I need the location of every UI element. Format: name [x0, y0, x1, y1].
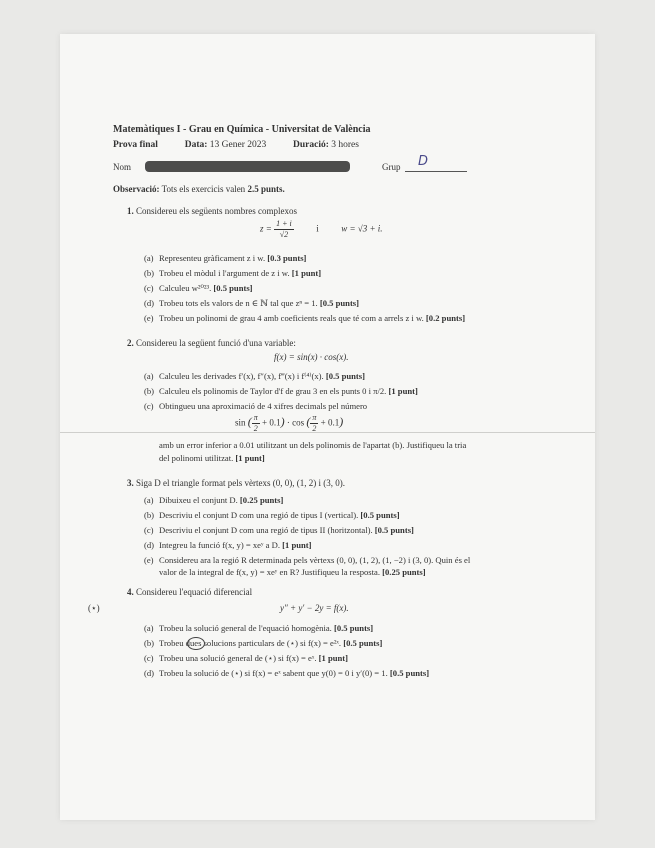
- q2-number: 2.: [127, 338, 134, 348]
- q1-item-b: (b) Trobeu el mòdul i l'argument de z i w. [1 punt]: [144, 268, 322, 278]
- q4-star-label: (⋆): [88, 603, 100, 613]
- q1-equation: [260, 219, 383, 240]
- q4-item-d: (d) Trobeu la solució de (⋆) si f(x) = eˣ sabent que y(0) = 0 i y′(0) = 1. [0.5 punts]: [144, 668, 430, 678]
- date-label: Data:: [184, 140, 208, 150]
- q1-item-c: (c) Calculeu w²⁰²³. [0.5 punts]: [144, 283, 253, 293]
- group-value: D: [418, 154, 429, 169]
- q1-number: 1.: [127, 206, 134, 216]
- w-eq: w = √3 + i.: [341, 223, 383, 234]
- z-fraction: [274, 219, 294, 240]
- q4-item-c: (c) Trobeu una solució general de (⋆) si f(x) = eˣ. [1 punt]: [144, 653, 349, 663]
- q2-continuation-2: del polinomi utilitzat. [1 punt]: [159, 453, 265, 463]
- z-numerator: 1 + i: [276, 219, 292, 228]
- q2-intro: Considereu la següent funció d'una variable:: [136, 338, 296, 348]
- q4-number: 4.: [127, 587, 134, 597]
- observation: [113, 184, 285, 195]
- group-label: Grup: [382, 162, 401, 172]
- q1-intro: Considereu els següents nombres complexos: [136, 206, 297, 216]
- q1-item-a: (a) Representeu gràficament z i w. [0.3 punts]: [144, 253, 307, 263]
- exam-type: Prova final: [113, 140, 158, 150]
- q2-item-a: (a) Calculeu les derivades f′(x), f″(x), f‴(x) i f⁽⁴⁾(x). [0.5 punts]: [144, 371, 366, 381]
- duration-value: 3 hores: [331, 140, 359, 150]
- observation-label: Observació:: [113, 184, 160, 194]
- duration-label: Duració:: [293, 140, 329, 150]
- q3-item-a: (a) Dibuixeu el conjunt D. [0.25 punts]: [144, 495, 284, 505]
- q3-number: 3.: [127, 478, 134, 488]
- redacted-name: [145, 161, 350, 172]
- exam-meta: [113, 140, 359, 152]
- q2-header: [127, 338, 296, 349]
- q3-item-d: (d) Integreu la funció f(x, y) = xeʸ a D. [1 punt]: [144, 540, 312, 550]
- q2-approx-expression: sin ( $\frac{\pi}{2}$ + 0.1) · cos ( $\frac{\pi}{2}$ + 0.1): [235, 413, 344, 433]
- z-eq: z =: [260, 223, 272, 234]
- q2-item-c: (c) Obtingueu una aproximació de 4 xifres decimals pel número: [144, 401, 368, 411]
- q1-item-d: (d) Trobeu tots els valors de n ∈ ℕ tal que zⁿ = 1. [0.5 punts]: [144, 298, 360, 308]
- q4-intro: Considereu l'equació diferencial: [136, 587, 253, 597]
- q3-item-c: (c) Descriviu el conjunt D com una regió de tipus II (horitzontal). [0.5 punts]: [144, 525, 414, 535]
- q1-header: [127, 206, 297, 217]
- q2-item-b: (b) Calculeu els polinomis de Taylor d'f de grau 3 en els punts 0 i π/2. [1 punt]: [144, 386, 418, 396]
- handwritten-circle-mark: [187, 637, 205, 650]
- q3-continuation: valor de la integral de f(x, y) = xeʸ en R? Justifiqueu la resposta. [0.25 punts]: [159, 567, 426, 577]
- q3-header: [127, 478, 345, 489]
- and-word: i: [316, 223, 319, 234]
- q2-function: f(x) = sin(x) · cos(x).: [274, 352, 349, 362]
- q4-header: [127, 587, 252, 598]
- name-label: Nom: [113, 162, 131, 172]
- q4-item-a: (a) Trobeu la solució general de l'equació homogènia. [0.5 punts]: [144, 623, 374, 633]
- exam-page: [60, 34, 595, 820]
- q3-intro: Siga D el triangle format pels vèrtexs (0, 0), (1, 2) i (3, 0).: [136, 478, 345, 488]
- z-denominator: √2: [279, 230, 289, 239]
- date-value: 13 Gener 2023: [209, 140, 267, 150]
- observation-text: Tots els exercicis valen: [161, 184, 246, 194]
- observation-points: 2.5 punts.: [247, 184, 285, 194]
- q1-item-e: (e) Trobeu un polinomi de grau 4 amb coeficients reals que té com a arrels z i w. [0.2 punts]: [144, 313, 466, 323]
- exam-title: Matemàtiques I - Grau en Química - Universitat de València: [113, 124, 371, 135]
- exam-content: [60, 34, 595, 820]
- group-line: [405, 171, 467, 172]
- q2-continuation-1: amb un error inferior a 0.01 utilitzant un dels polinomis de l'apartat (b). Justifiqueu la tria: [159, 440, 467, 450]
- q3-item-e: (e) Considereu ara la regió R determinada pels vèrtexs (0, 0), (1, 2), (1, −2) i (3, 0). Quin és el: [144, 555, 471, 565]
- q3-item-b: (b) Descriviu el conjunt D com una regió de tipus I (vertical). [0.5 punts]: [144, 510, 400, 520]
- q4-equation: y″ + y′ − 2y = f(x).: [280, 603, 349, 613]
- q4-item-b: (b) Trobeu dues solucions particulars de (⋆) si f(x) = e²ˣ. [0.5 punts]: [144, 638, 383, 648]
